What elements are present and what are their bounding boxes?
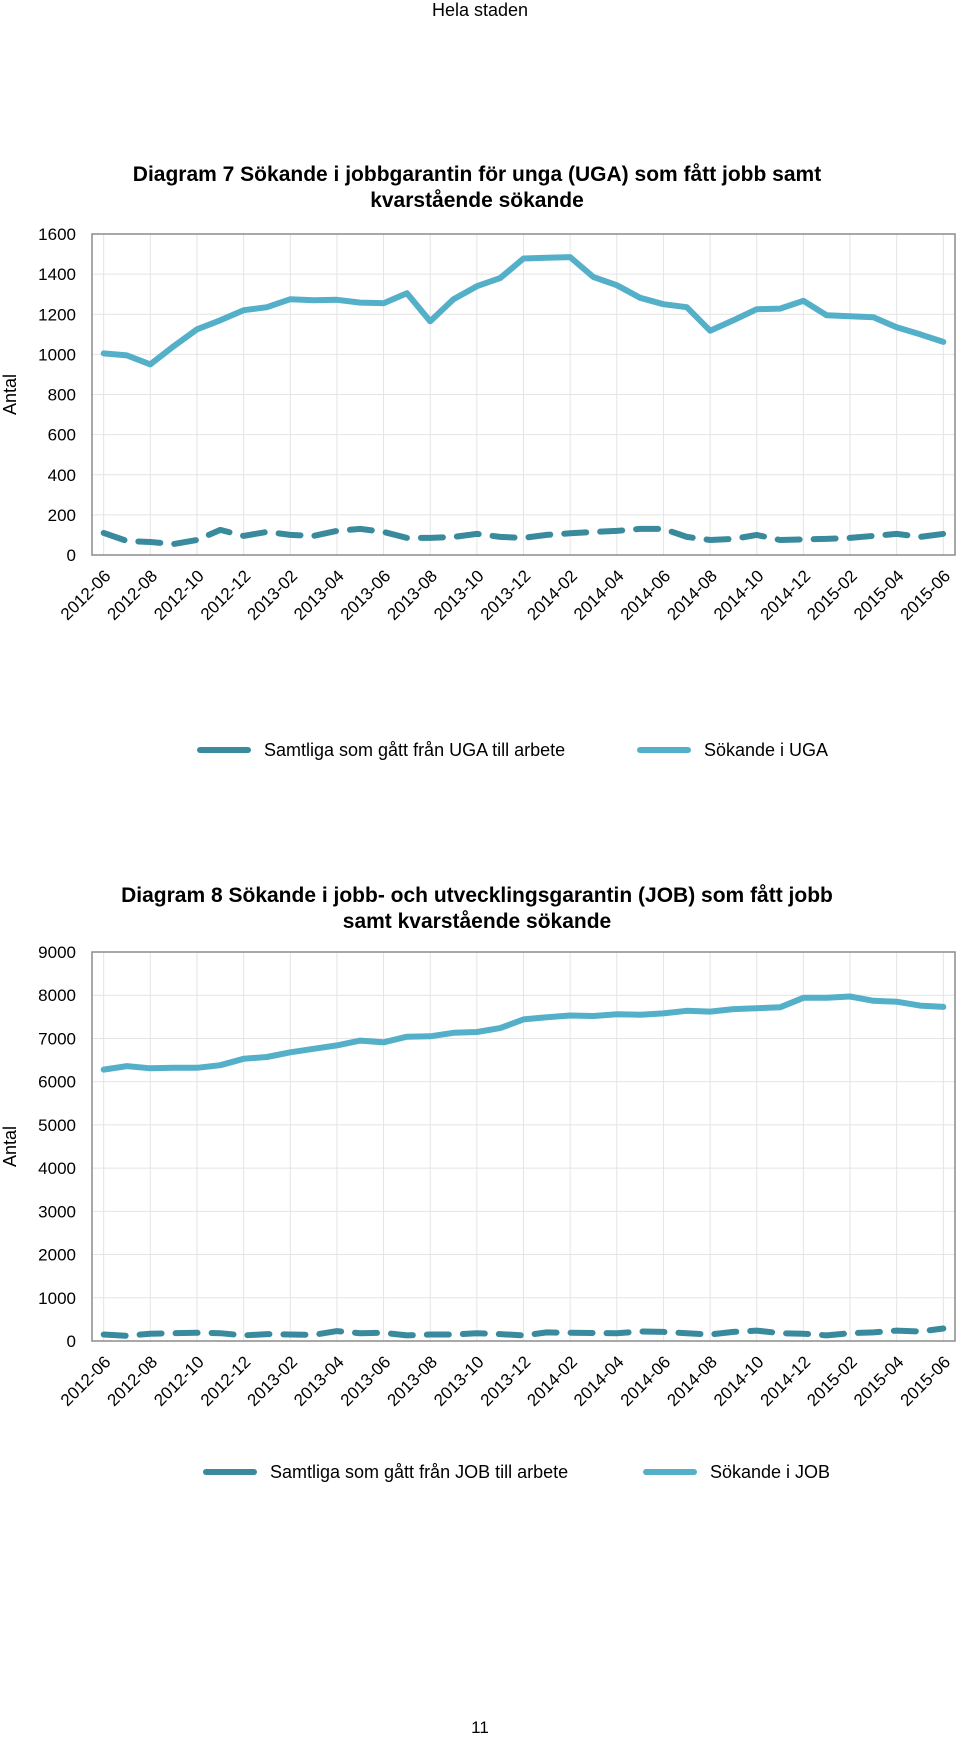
x-tick-label: 2013-02 [243, 566, 302, 624]
y-tick-label: 800 [47, 385, 76, 405]
y-tick-label: 9000 [38, 943, 76, 962]
legend-label: Sökande i UGA [704, 740, 829, 760]
chart-job [0, 880, 960, 1520]
x-tick-label: 2015-04 [849, 566, 908, 624]
y-tick-label: 0 [66, 1332, 76, 1351]
x-tick-label: 2014-04 [570, 1352, 628, 1410]
x-tick-label: 2015-06 [896, 566, 955, 624]
x-tick-label: 2015-02 [803, 566, 861, 624]
chart-title-line: samt kvarstående sökande [342, 910, 612, 933]
x-tick-label: 2012-12 [196, 1352, 255, 1410]
y-tick-label: 2000 [38, 1245, 76, 1265]
y-tick-label: 5000 [38, 1115, 76, 1135]
y-tick-label: 1000 [38, 1288, 76, 1308]
x-tick-label: 2012-12 [196, 566, 255, 624]
y-tick-label: 1200 [38, 305, 76, 325]
x-tick-label: 2014-02 [523, 566, 581, 624]
y-tick-label: 200 [47, 505, 76, 525]
x-tick-label: 2014-02 [523, 1352, 581, 1410]
x-tick-label: 2015-06 [896, 1352, 955, 1410]
y-tick-label: 7000 [38, 1029, 76, 1049]
x-tick-label: 2015-04 [849, 1352, 908, 1410]
legend-label: Sökande i JOB [710, 1462, 831, 1482]
y-tick-label: 3000 [38, 1202, 76, 1222]
x-tick-label: 2015-02 [803, 1352, 861, 1410]
x-tick-label: 2014-06 [616, 566, 675, 624]
x-tick-label: 2013-04 [290, 1352, 348, 1410]
y-tick-label: 4000 [38, 1159, 76, 1179]
y-axis-label: Antal [0, 1125, 20, 1168]
chart-uga [0, 150, 960, 940]
x-tick-label: 2012-06 [56, 1352, 115, 1410]
page-header: Hela staden [431, 0, 529, 20]
x-tick-label: 2012-08 [103, 1352, 162, 1410]
chart-title-line: Diagram 8 Sökande i jobb- och utvecklingsgarantin (JOB) som fått jobb [121, 884, 833, 907]
x-tick-label: 2014-10 [710, 1352, 768, 1410]
x-tick-label: 2012-06 [56, 566, 115, 624]
y-tick-label: 600 [47, 425, 76, 445]
x-tick-label: 2013-12 [476, 566, 535, 624]
x-tick-label: 2012-10 [150, 1352, 208, 1410]
x-tick-label: 2014-12 [756, 566, 815, 624]
x-tick-label: 2013-06 [336, 1352, 395, 1410]
x-tick-label: 2013-08 [383, 1352, 442, 1410]
x-tick-label: 2013-06 [336, 566, 395, 624]
x-tick-label: 2013-04 [290, 566, 348, 624]
x-tick-label: 2014-08 [663, 566, 721, 624]
y-tick-label: 6000 [38, 1072, 76, 1092]
page-number: 11 [471, 1718, 489, 1737]
x-tick-label: 2014-04 [570, 566, 628, 624]
y-tick-label: 0 [66, 546, 76, 565]
y-tick-label: 400 [47, 465, 76, 485]
x-tick-label: 2013-10 [430, 566, 488, 624]
x-tick-label: 2013-10 [430, 1352, 488, 1410]
x-tick-label: 2013-12 [476, 1352, 535, 1410]
chart-title-line: kvarstående sökande [370, 189, 584, 212]
y-tick-label: 1400 [38, 265, 76, 285]
legend-label: Samtliga som gått från JOB till arbete [270, 1462, 569, 1482]
x-tick-label: 2012-08 [103, 566, 162, 624]
chart-title-line: Diagram 7 Sökande i jobbgarantin för unga (UGA) som fått jobb samt [132, 163, 822, 186]
x-tick-label: 2012-10 [150, 566, 208, 624]
legend-label: Samtliga som gått från UGA till arbete [264, 740, 566, 760]
y-tick-label: 1000 [38, 345, 76, 365]
x-tick-label: 2014-06 [616, 1352, 675, 1410]
y-tick-label: 1600 [38, 225, 76, 244]
x-tick-label: 2014-10 [710, 566, 768, 624]
x-tick-label: 2014-08 [663, 1352, 721, 1410]
x-tick-label: 2014-12 [756, 1352, 815, 1410]
x-tick-label: 2013-08 [383, 566, 442, 624]
x-tick-label: 2013-02 [243, 1352, 302, 1410]
y-axis-label: Antal [0, 373, 20, 416]
y-tick-label: 8000 [38, 986, 76, 1006]
